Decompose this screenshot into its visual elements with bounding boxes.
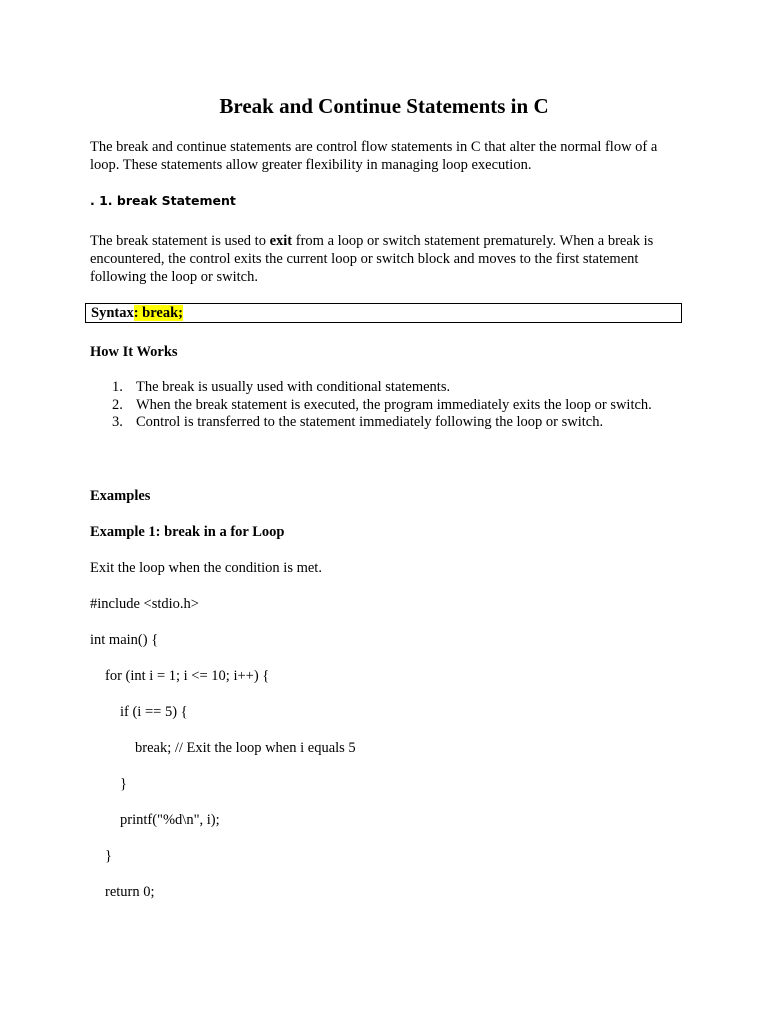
code-line: return 0;	[105, 884, 155, 900]
break-desc-text-before: The break statement is used to	[90, 233, 270, 249]
list-item	[112, 414, 652, 432]
break-description	[90, 232, 685, 286]
example1-description: Exit the loop when the condition is met.	[90, 560, 322, 576]
code-line: #include <stdio.h>	[90, 596, 199, 612]
break-desc-text-after: from a loop or switch statement prematurely. When a break is encountered, the control exits the current loop or switch block and moves to the first statement following the loop or switch.	[90, 233, 654, 285]
syntax-box	[85, 303, 682, 323]
steps-list	[112, 379, 652, 432]
intro-paragraph: The break and continue statements are control flow statements in C that alter the normal flow of a loop. These statements allow greater flexibility in managing loop execution.	[90, 139, 658, 173]
break-desc-bold-exit: exit	[269, 233, 293, 249]
list-number: 2.	[112, 396, 123, 413]
code-line: for (int i = 1; i <= 10; i++) {	[105, 668, 270, 684]
list-item-text: Control is transferred to the statement immediately following the loop or switch.	[136, 414, 604, 430]
code-line: }	[120, 776, 127, 792]
code-line: break; // Exit the loop when i equals 5	[135, 740, 356, 756]
document-title: Break and Continue Statements in C	[219, 94, 549, 118]
list-number: 1.	[112, 379, 123, 395]
code-line: if (i == 5) {	[120, 704, 188, 720]
list-item-text: When the break statement is executed, the program immediately exits the loop or switch.	[136, 396, 652, 413]
syntax-value: : break;	[133, 305, 183, 321]
example1-heading: Example 1: break in a for Loop	[90, 524, 285, 540]
list-item-text: The break is usually used with conditional statements.	[136, 379, 451, 395]
how-it-works-heading: How It Works	[90, 344, 178, 360]
list-item	[112, 379, 652, 397]
examples-heading: Examples	[90, 488, 151, 504]
list-item	[112, 397, 652, 415]
code-line: }	[105, 848, 112, 864]
section-heading-break: . 1. break Statement	[90, 193, 236, 208]
list-number: 3.	[112, 414, 123, 430]
code-line: printf("%d\n", i);	[120, 812, 220, 828]
syntax-label: Syntax	[91, 305, 134, 321]
code-line: int main() {	[90, 632, 159, 648]
